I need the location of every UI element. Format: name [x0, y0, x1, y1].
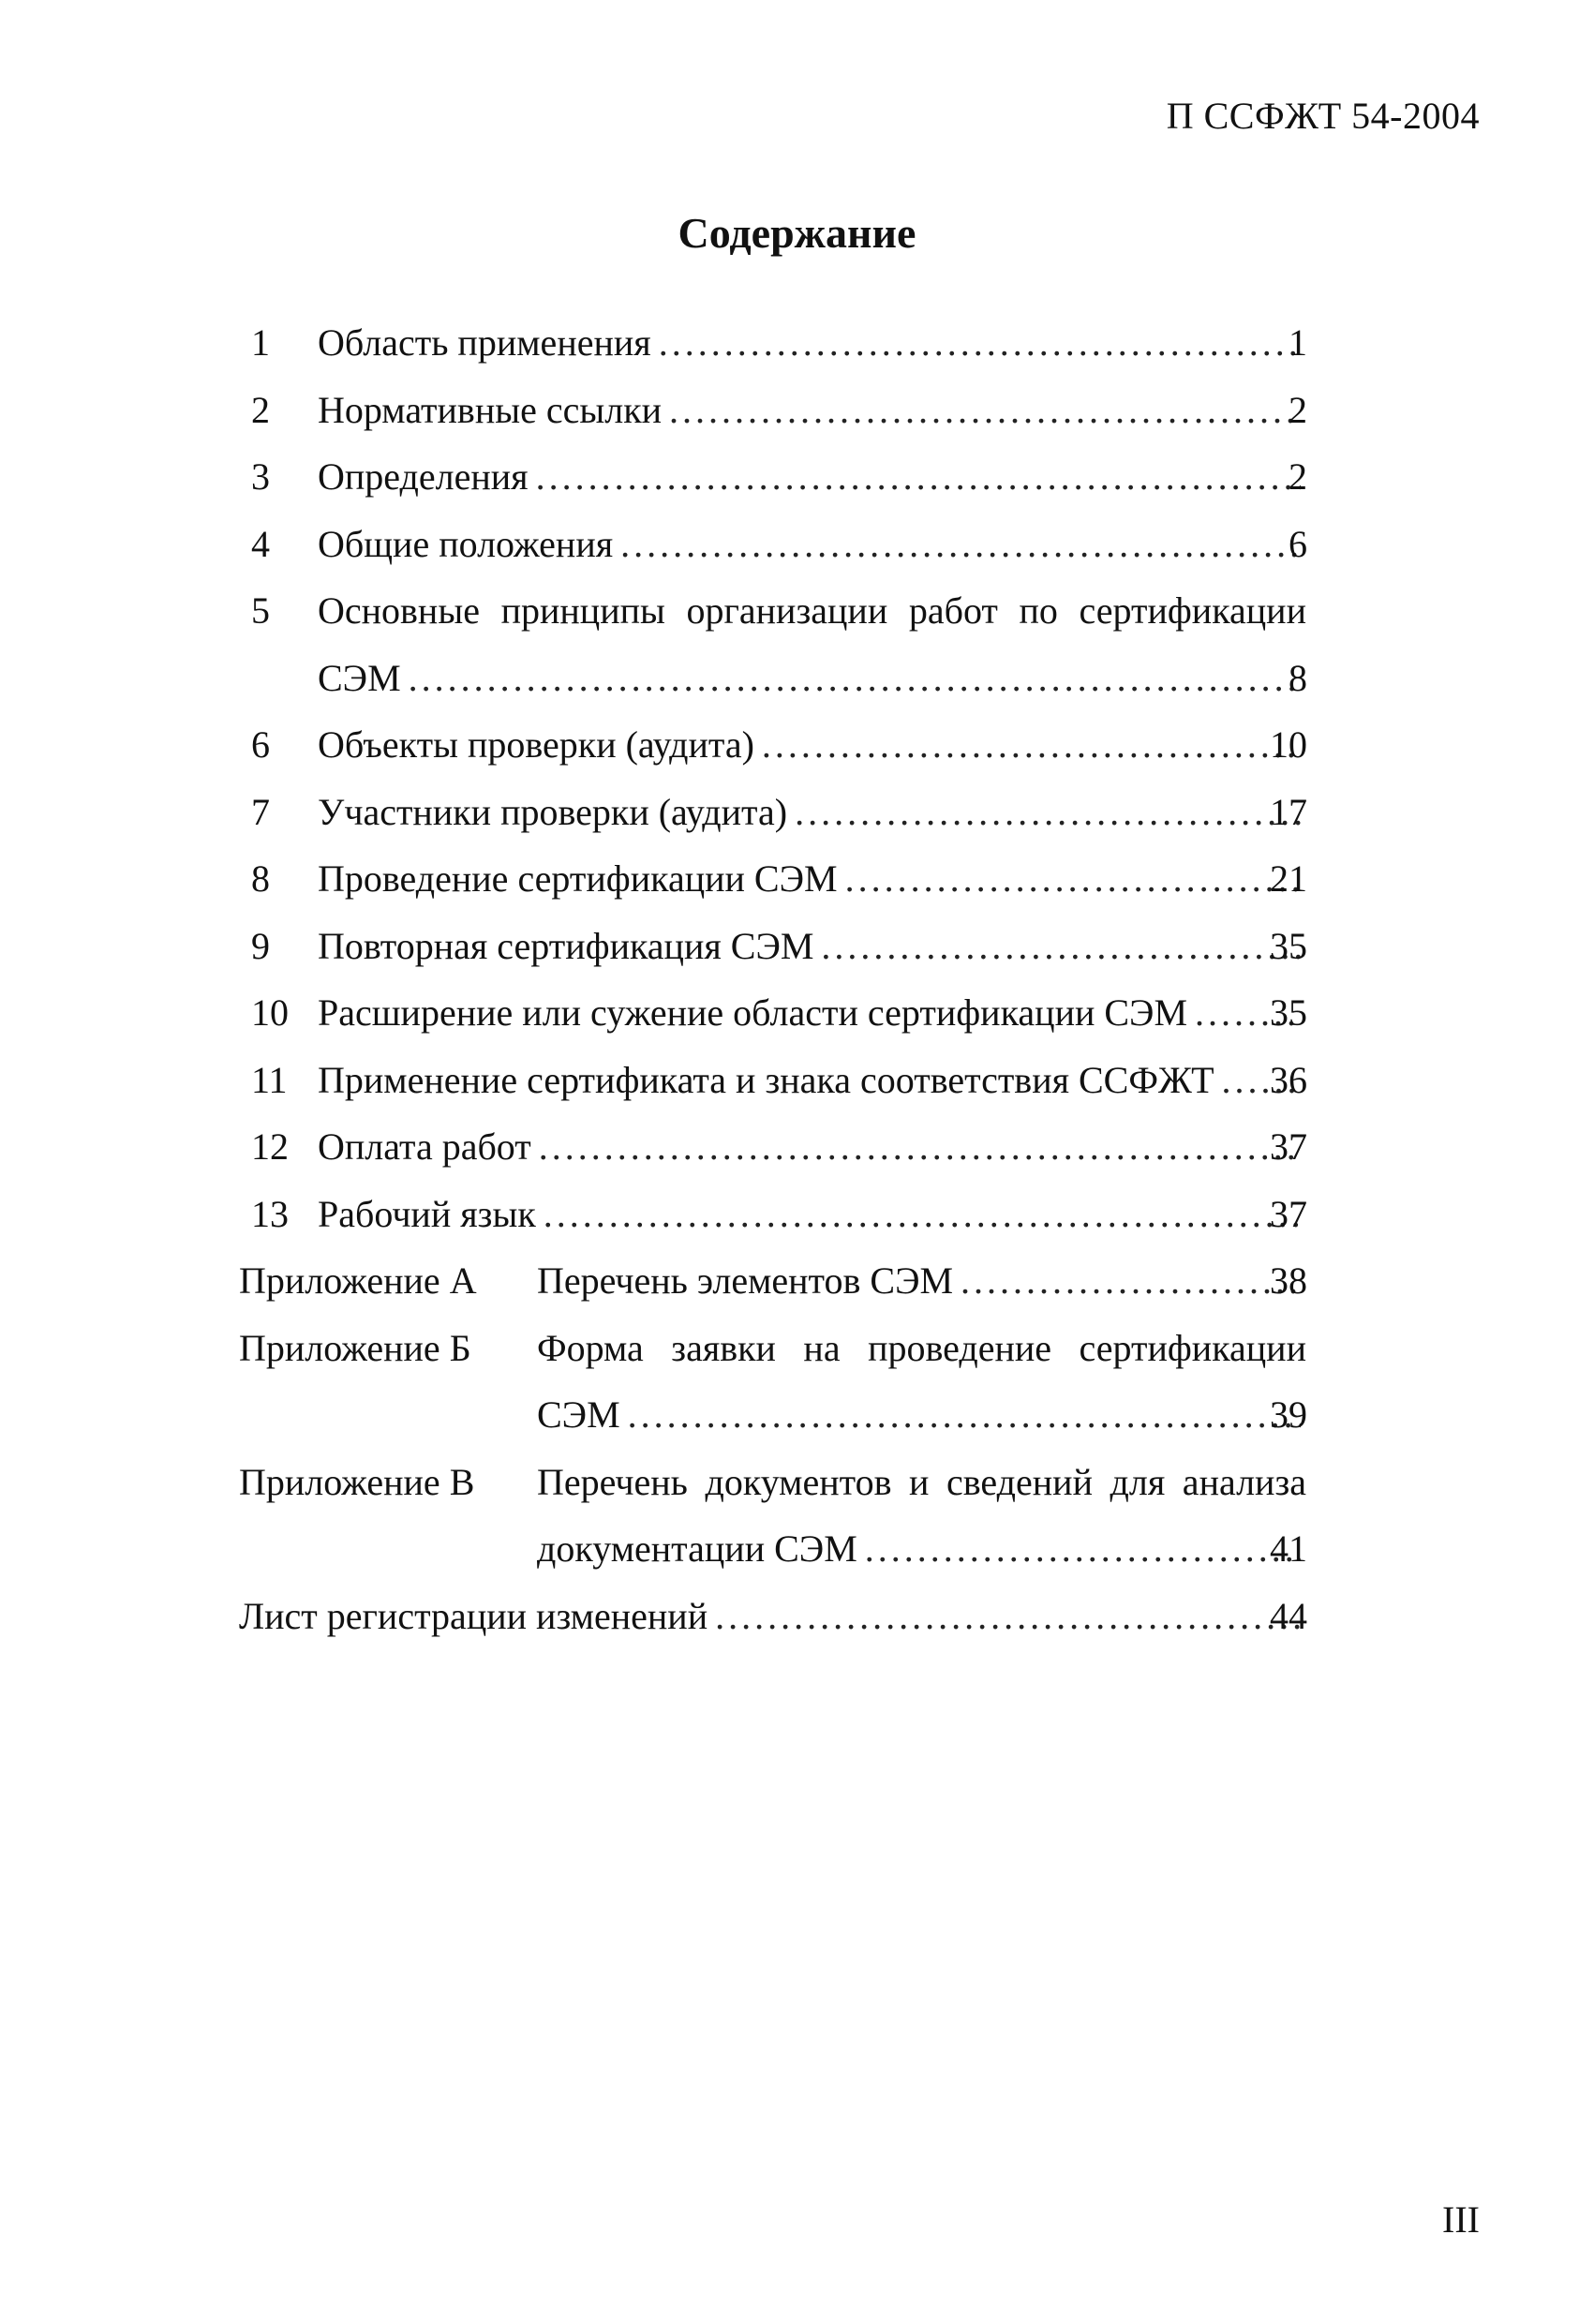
toc-appendix-v-cont[interactable] [239, 1515, 1363, 1583]
toc-item-label: Рабочий язык [318, 1192, 536, 1235]
toc-item-label: Расширение или сужение области сертификации СЭМ [318, 991, 1188, 1034]
toc-item-number: 9 [251, 924, 270, 967]
toc-item-number: 13 [251, 1192, 289, 1235]
appendix-title: Перечень элементов СЭМ [537, 1259, 954, 1302]
toc-item-page: 10 [1270, 723, 1307, 766]
toc-change-sheet[interactable] [239, 1583, 1363, 1650]
toc-item-page: 39 [1270, 1393, 1307, 1436]
document-code: П ССФЖТ 54-2004 [1166, 95, 1480, 137]
toc-item-page: 44 [1270, 1594, 1307, 1637]
appendix-title-line2: СЭМ [537, 1393, 620, 1436]
toc-item-8[interactable] [239, 845, 1363, 913]
appendix-title-line2: документации СЭМ [537, 1527, 857, 1570]
dot-leader [795, 779, 1301, 846]
toc-item-5-cont[interactable] [239, 645, 1363, 712]
toc-item-number: 3 [251, 455, 270, 498]
toc-item-4[interactable] [239, 511, 1363, 578]
appendix-title-line1: Перечень документов и сведений для анализа [537, 1460, 1306, 1503]
toc-item-11[interactable] [239, 1047, 1363, 1114]
toc-item-5[interactable] [239, 577, 1363, 645]
toc-item-label: Объекты проверки (аудита) [318, 723, 754, 766]
toc-item-page: 41 [1270, 1527, 1307, 1570]
toc-item-number: 5 [251, 589, 270, 632]
toc-item-page: 38 [1270, 1259, 1307, 1302]
dot-leader [544, 1181, 1301, 1248]
dot-leader [628, 1381, 1301, 1449]
toc-appendix-a[interactable] [239, 1247, 1363, 1315]
toc-item-number: 6 [251, 723, 270, 766]
toc-item-label-line2: СЭМ [318, 656, 401, 699]
toc-appendix-v[interactable] [239, 1449, 1363, 1516]
appendix-label: Приложение В [239, 1460, 475, 1503]
toc-item-9[interactable] [239, 913, 1363, 980]
appendix-title-line1: Форма заявки на проведение сертификации [537, 1326, 1306, 1369]
toc-item-2[interactable] [239, 377, 1363, 444]
toc-item-7[interactable] [239, 779, 1363, 846]
dot-leader [536, 443, 1301, 511]
toc-item-label: Определения [318, 455, 529, 498]
toc-item-page: 2 [1289, 455, 1307, 498]
appendix-label: Приложение Б [239, 1326, 471, 1369]
dot-leader [715, 1583, 1301, 1650]
appendix-label: Приложение А [239, 1259, 477, 1302]
toc-item-number: 11 [251, 1058, 288, 1101]
toc-item-page: 37 [1270, 1125, 1307, 1168]
toc-item-label: Участники проверки (аудита) [318, 790, 788, 833]
toc-item-12[interactable] [239, 1113, 1363, 1181]
toc-item-number: 2 [251, 388, 270, 431]
change-sheet-label: Лист регистрации изменений [239, 1594, 708, 1637]
toc-item-number: 7 [251, 790, 270, 833]
toc-item-13[interactable] [239, 1181, 1363, 1248]
toc-item-label: Применение сертификата и знака соответствия ССФЖТ [318, 1058, 1214, 1101]
toc-item-number: 8 [251, 857, 270, 900]
toc-item-page: 1 [1289, 321, 1307, 364]
toc-item-number: 12 [251, 1125, 289, 1168]
toc-item-page: 8 [1289, 656, 1307, 699]
toc-item-3[interactable] [239, 443, 1363, 511]
dot-leader [409, 645, 1301, 712]
dot-leader [762, 711, 1301, 779]
toc-item-label: Общие положения [318, 522, 614, 565]
table-of-contents [239, 309, 1363, 1649]
toc-item-page: 2 [1289, 388, 1307, 431]
toc-item-page: 35 [1270, 924, 1307, 967]
toc-item-page: 37 [1270, 1192, 1307, 1235]
toc-item-page: 21 [1270, 857, 1307, 900]
dot-leader [659, 309, 1301, 377]
dot-leader [539, 1113, 1301, 1181]
toc-item-label: Повторная сертификация СЭМ [318, 924, 814, 967]
dot-leader [865, 1515, 1301, 1583]
toc-item-page: 35 [1270, 991, 1307, 1034]
toc-appendix-b-cont[interactable] [239, 1381, 1363, 1449]
toc-item-label: Область применения [318, 321, 651, 364]
toc-item-number: 4 [251, 522, 270, 565]
toc-appendix-b[interactable] [239, 1315, 1363, 1382]
toc-item-1[interactable] [239, 309, 1363, 377]
toc-item-page: 6 [1289, 522, 1307, 565]
dot-leader [620, 511, 1301, 578]
dot-leader [961, 1247, 1301, 1315]
dot-leader [821, 913, 1301, 980]
toc-item-label: Проведение сертификации СЭМ [318, 857, 838, 900]
page-title: Содержание [678, 209, 916, 257]
toc-item-10[interactable] [239, 979, 1363, 1047]
toc-item-page: 17 [1270, 790, 1307, 833]
toc-item-page: 36 [1270, 1058, 1307, 1101]
toc-item-label-line1: Основные принципы организации работ по сертификации [318, 589, 1306, 632]
dot-leader [669, 377, 1301, 444]
toc-item-6[interactable] [239, 711, 1363, 779]
toc-item-number: 10 [251, 991, 289, 1034]
dot-leader [845, 845, 1301, 913]
toc-item-label: Нормативные ссылки [318, 388, 663, 431]
page-number: III [1442, 2198, 1480, 2241]
toc-item-number: 1 [251, 321, 270, 364]
toc-item-label: Оплата работ [318, 1125, 531, 1168]
